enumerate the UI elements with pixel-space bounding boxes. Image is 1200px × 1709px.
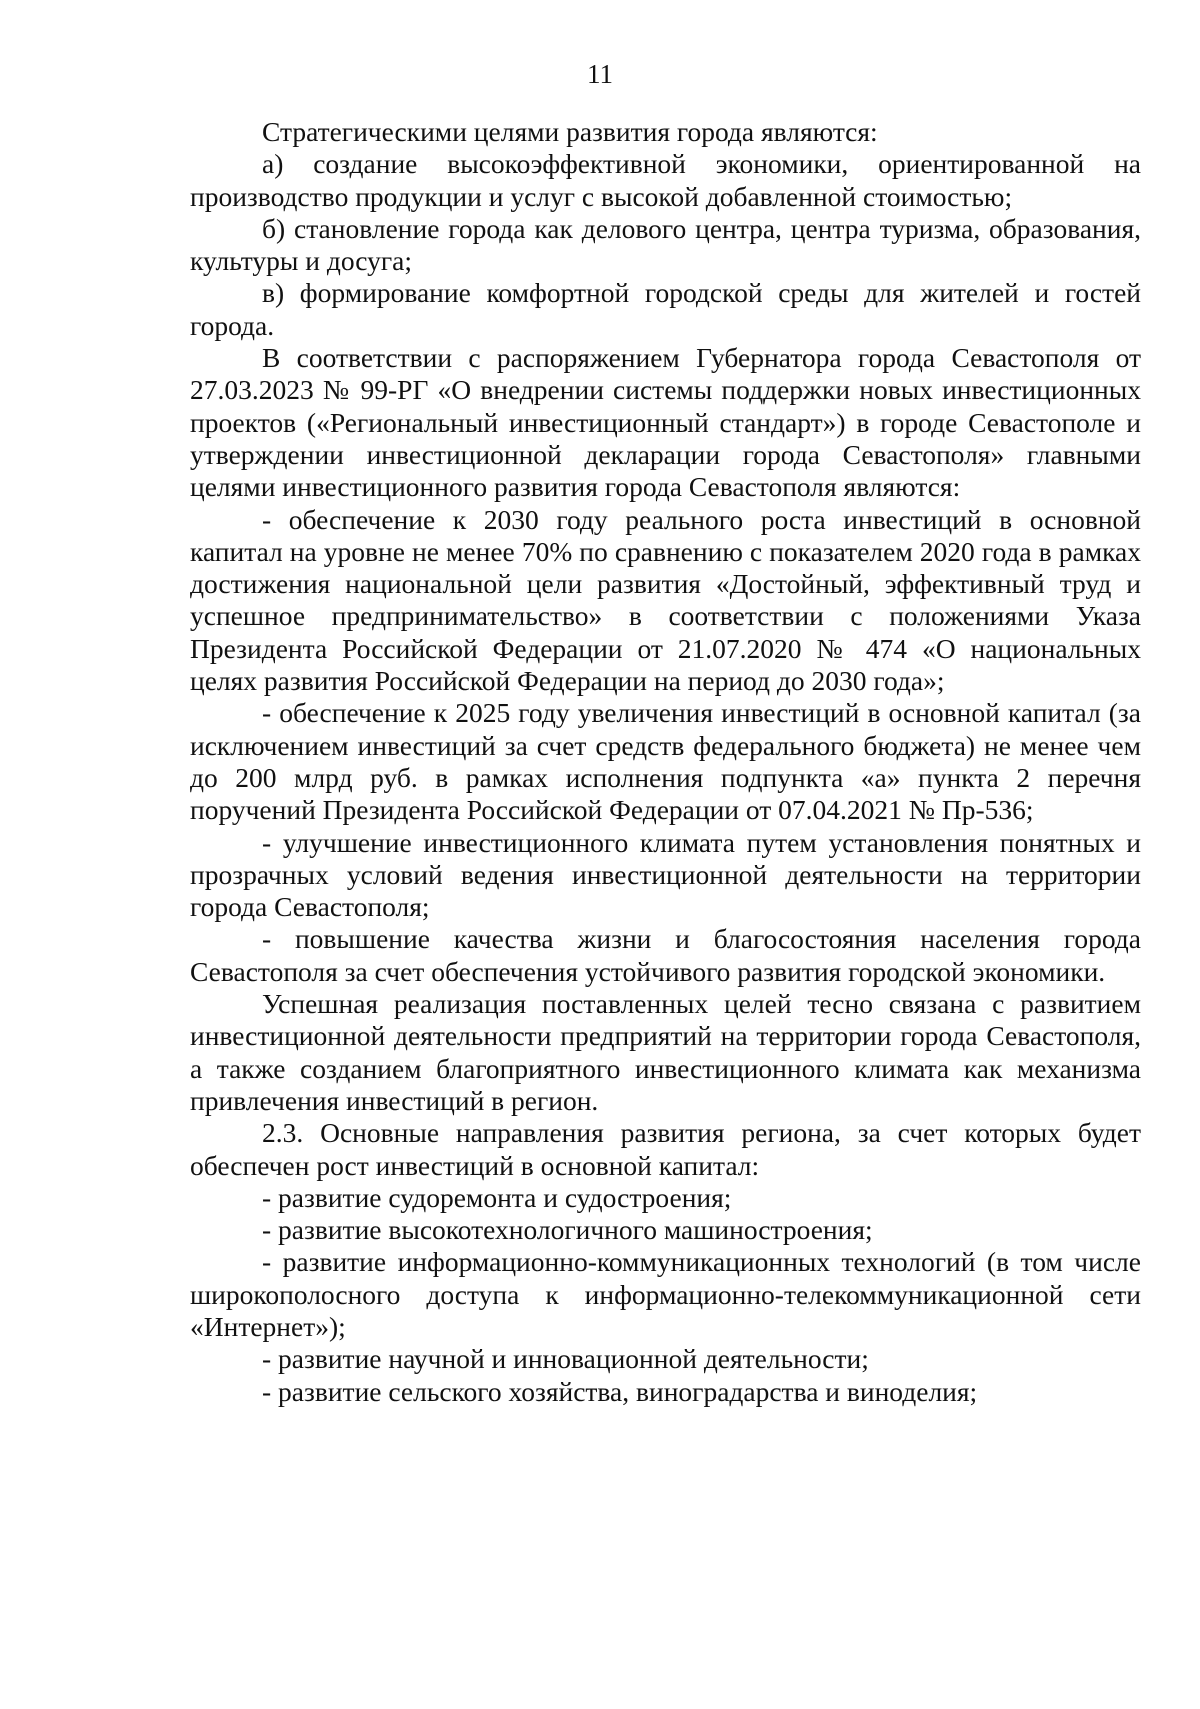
document-body	[190, 116, 1141, 1408]
list-item-shipbuilding: - развитие судоремонта и судостроения;	[262, 1181, 732, 1213]
list-item-investment-increase-2025: - обеспечение к 2025 году увеличения инвестиций в основной капитал (за исключением инвестиций за счет средств федерального бюджета) не менее чем до 200 млрд руб. в рамках исполнения подпункта «а» пункта 2 перечня поручений Президента Российской Федерации от 07.04.2021 № Пр-536;	[190, 697, 1141, 826]
list-item-quality-of-life: - повышение качества жизни и благосостояния населения города Севастополя за счет обеспечения устойчивого развития городской экономики.	[190, 923, 1141, 987]
list-item-investment-climate: - улучшение инвестиционного климата путем установления понятных и прозрачных условий ведения инвестиционной деятельности на территории города Севастополя;	[190, 826, 1141, 923]
paragraph-governor-order: В соответствии с распоряжением Губернатора города Севастополя от 27.03.2023 № 99-РГ «О внедрении системы поддержки новых инвестиционных проектов («Региональный инвестиционный стандарт») в городе Севастополе и утверждении инвестиционной декларации города Севастополя» главными целями инвестиционного развития города Севастополя являются:	[190, 342, 1141, 503]
paragraph-section-2-3: 2.3. Основные направления развития региона, за счет которых будет обеспечен рост инвестиций в основной капитал:	[190, 1117, 1141, 1181]
paragraph-goal-c: в) формирование комфортной городской среды для жителей и гостей города.	[190, 277, 1141, 341]
list-item-machine-building: - развитие высокотехнологичного машиностроения;	[262, 1214, 873, 1246]
list-item-agriculture-winemaking: - развитие сельского хозяйства, виноградарства и виноделия;	[262, 1375, 978, 1407]
page-number: 11	[587, 59, 613, 89]
paragraph-strategic-goals-intro: Стратегическими целями развития города являются:	[262, 116, 878, 147]
list-item-investment-growth-2030: - обеспечение к 2030 году реального роста инвестиций в основной капитал на уровне не менее 70% по сравнению с показателем 2020 года в рамках достижения национальной цели развития «Достойный, эффективный труд и успешное предпринимательство» в соответствии с положениями Указа Президента Российской Федерации от 21.07.2020 № 474 «О национальных целях развития Российской Федерации на период до 2030 года»;	[190, 503, 1141, 697]
paragraph-successful-implementation: Успешная реализация поставленных целей тесно связана с развитием инвестиционной деятельности предприятий на территории города Севастополя, а также созданием благоприятного инвестиционного климата как механизма привлечения инвестиций в регион.	[190, 988, 1141, 1116]
list-item-science-innovation: - развитие научной и инновационной деятельности;	[262, 1343, 869, 1375]
paragraph-goal-a: а) создание высокоэффективной экономики, ориентированной на производство продукции и услуг с высокой добавленной стоимостью;	[190, 148, 1141, 212]
paragraph-goal-b: б) становление города как делового центра, центра туризма, образования, культуры и досуга;	[190, 212, 1141, 277]
list-item-ict: - развитие информационно-коммуникационных технологий (в том числе широкополосного доступа к информационно-телекоммуникационной сети «Интернет»);	[190, 1246, 1141, 1342]
